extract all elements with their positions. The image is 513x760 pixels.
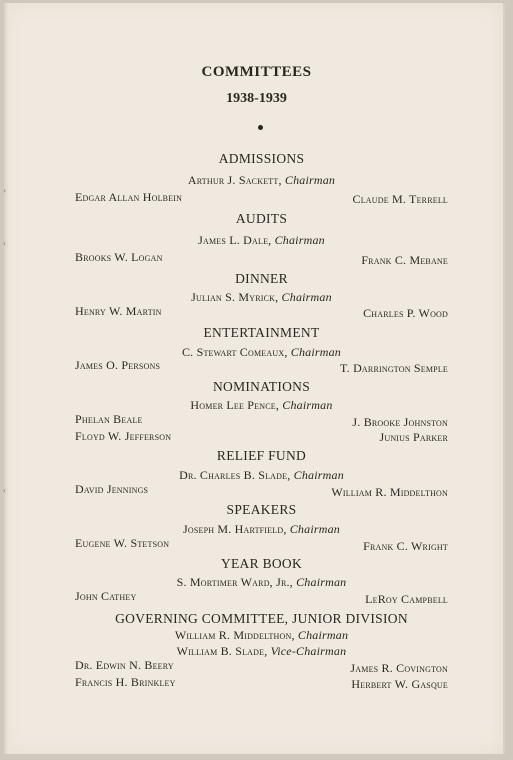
- page-years: 1938-1939: [226, 91, 287, 106]
- binding-mark: ›: [3, 185, 6, 195]
- member-left: David Jennings: [75, 482, 149, 496]
- member-left: Eugene W. Stetson: [75, 536, 170, 550]
- member-left: Phelan Beale: [75, 412, 143, 426]
- member-right: LeRoy Campbell: [365, 592, 448, 606]
- member-left: Henry W. Martin: [75, 304, 162, 318]
- member-right: William R. Middelthon: [331, 485, 448, 499]
- section-heading-entertainment: ENTERTAINMENT: [203, 325, 320, 340]
- section-heading-relief-fund: RELIEF FUND: [216, 448, 307, 463]
- bullet-ornament: [258, 125, 263, 130]
- member-right: Frank C. Wright: [363, 539, 448, 553]
- member-right: Charles P. Wood: [363, 306, 448, 320]
- chairman-line: Homer Lee Pence, Chairman: [190, 398, 333, 412]
- member-left: Floyd W. Jefferson: [75, 429, 172, 443]
- chairman-line: C. Stewart Comeaux, Chairman: [181, 345, 342, 359]
- member-right: Claude M. Terrell: [352, 192, 448, 206]
- chairman-line: Dr. Charles B. Slade, Chairman: [179, 468, 344, 482]
- section-heading-admissions: ADMISSIONS: [218, 151, 305, 166]
- member-left: Edgar Allan Holbein: [75, 190, 183, 204]
- member-left: Francis H. Brinkley: [75, 675, 176, 689]
- member-left: Brooks W. Logan: [75, 250, 163, 264]
- vice-chairman-line: William B. Slade, Vice-Chairman: [176, 644, 347, 658]
- chairman-line: James L. Dale, Chairman: [198, 233, 325, 247]
- page-title: COMMITTEES: [201, 64, 312, 80]
- member-right: T. Darrington Semple: [340, 361, 448, 375]
- chairman-line: Arthur J. Sackett, Chairman: [187, 173, 336, 187]
- binding-mark: ‹: [3, 485, 6, 495]
- chairman-line: William R. Middelthon, Chairman: [174, 628, 349, 642]
- chairman-line: Julian S. Myrick, Chairman: [191, 290, 332, 304]
- member-left: Dr. Edwin N. Beery: [75, 658, 174, 672]
- member-right: Herbert W. Gasque: [351, 677, 448, 691]
- binding-mark: ‹: [3, 238, 6, 248]
- chairman-line: Joseph M. Hartfield, Chairman: [182, 522, 340, 536]
- member-right: J. Brooke Johnston: [352, 415, 448, 429]
- member-left: James O. Persons: [75, 358, 161, 372]
- section-heading-audits: AUDITS: [235, 211, 288, 226]
- chairman-line: S. Mortimer Ward, Jr., Chairman: [176, 575, 347, 589]
- member-right: James R. Covington: [350, 661, 448, 675]
- section-heading-governing-committee: GOVERNING COMMITTEE, JUNIOR DIVISION: [115, 611, 408, 626]
- member-right: Junius Parker: [379, 430, 448, 444]
- section-heading-dinner: DINNER: [235, 271, 288, 286]
- section-heading-speakers: SPEAKERS: [226, 502, 297, 517]
- section-heading-year-book: YEAR BOOK: [220, 556, 303, 571]
- member-left: John Cathey: [75, 589, 137, 603]
- section-heading-nominations: NOMINATIONS: [212, 379, 311, 394]
- member-right: Frank C. Mebane: [361, 253, 448, 267]
